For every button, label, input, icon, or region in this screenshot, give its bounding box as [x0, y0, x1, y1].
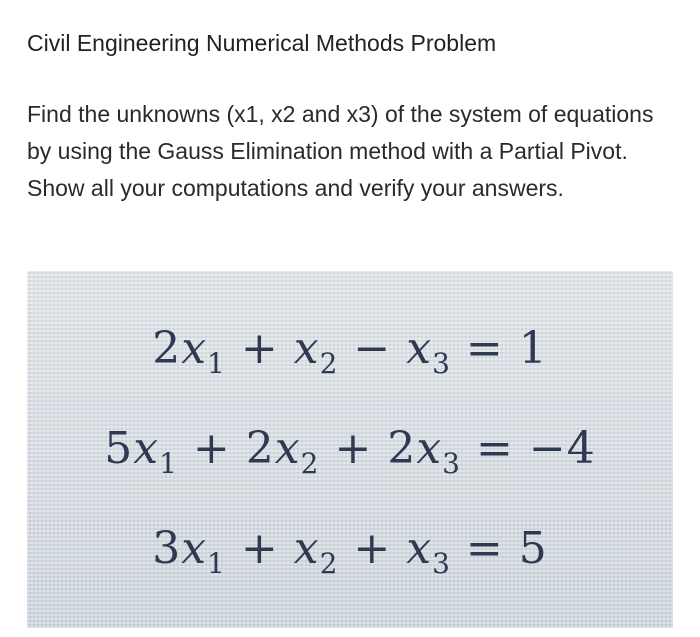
eq3-op-3: + [353, 523, 392, 574]
eq2-coef-1: 5 [104, 423, 134, 474]
eq1-rhs: 1 [518, 323, 548, 374]
eq2-sub-3: 3 [442, 447, 461, 480]
equation-2 [27, 423, 673, 480]
eq2-sub-1: 1 [159, 447, 178, 480]
eq3-sub-3: 3 [432, 547, 451, 580]
eq3-sub-1: 1 [207, 547, 226, 580]
eq2-var-1: x [133, 423, 160, 474]
eq1-var-1: x [181, 323, 208, 374]
eq3-coef-1: 3 [152, 523, 182, 574]
eq3-var-2: x [293, 523, 320, 574]
eq3-equals: = [465, 523, 504, 574]
eq1-equals: = [465, 323, 504, 374]
eq1-sub-3: 3 [432, 347, 451, 380]
equation-3 [27, 523, 673, 580]
problem-statement: Find the unknowns (x1, x2 and x3) of the system of equations by using the Gauss Elimination method with a Partial Pivot. Show all your computations and verify your answers. [27, 101, 654, 201]
eq3-var-3: x [406, 523, 433, 574]
eq1-var-2: x [293, 323, 320, 374]
eq3-rhs: 5 [518, 523, 548, 574]
eq2-rhs: −4 [528, 423, 596, 474]
eq1-var-3: x [406, 323, 433, 374]
eq2-var-3: x [416, 423, 443, 474]
eq1-sub-2: 2 [319, 347, 339, 380]
eq2-op-2: + [192, 423, 231, 474]
eq1-op-2: + [240, 323, 279, 374]
eq1-sub-1: 1 [207, 347, 226, 380]
eq2-equals: = [475, 423, 514, 474]
eq2-coef-2: 2 [245, 423, 275, 474]
problem-title: Civil Engineering Numerical Methods Problem [27, 30, 497, 56]
equation-1 [27, 323, 673, 380]
eq3-op-2: + [240, 523, 279, 574]
eq2-coef-3: 2 [387, 423, 417, 474]
eq3-sub-2: 2 [319, 547, 339, 580]
eq2-sub-2: 2 [300, 447, 320, 480]
eq2-op-3: + [334, 423, 373, 474]
eq1-coef-1: 2 [152, 323, 182, 374]
eq2-var-2: x [274, 423, 301, 474]
equation-image [27, 271, 673, 628]
eq3-var-1: x [181, 523, 208, 574]
eq1-op-3: − [353, 323, 392, 374]
